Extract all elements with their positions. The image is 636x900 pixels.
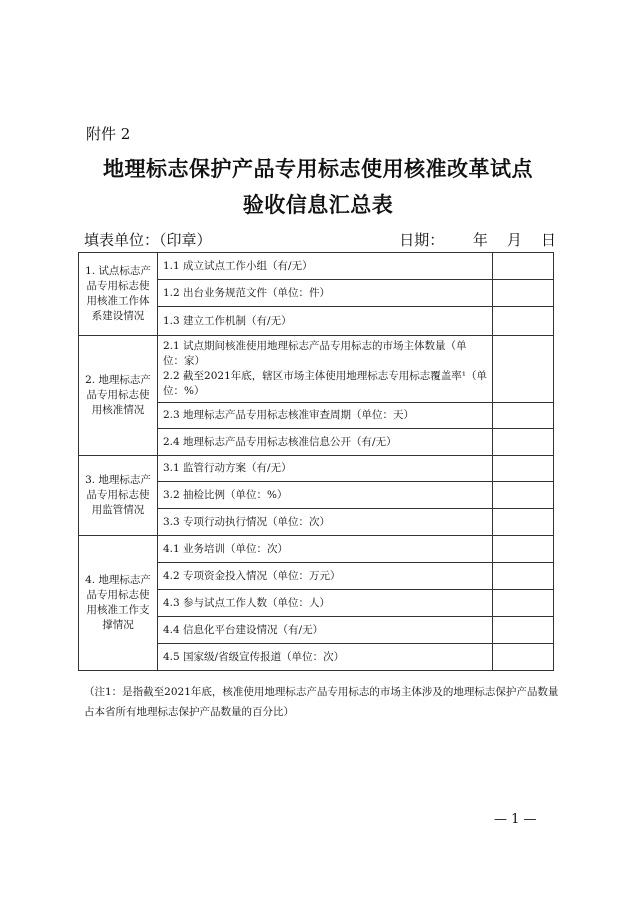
item-cell: 2.3 地理标志产品专用标志核准审查周期（单位：天） (158, 403, 493, 429)
value-cell[interactable] (493, 617, 554, 644)
category-cell: 4. 地理标志产品专用标志使用核准工作支撑情况 (79, 536, 158, 671)
value-cell[interactable] (493, 590, 554, 617)
item-cell: 2.4 地理标志产品专用标志核准信息公开（有/无） (158, 429, 493, 456)
item-cell: 4.1 业务培训（单位：次） (158, 536, 493, 563)
table-row (79, 253, 554, 280)
value-cell[interactable] (493, 509, 554, 536)
attachment-label: 附件 2 (86, 125, 131, 143)
value-cell[interactable] (493, 536, 554, 563)
document-title-line1: 地理标志保护产品专用标志使用核准改革试点 (103, 156, 533, 181)
table-row (79, 456, 554, 482)
value-cell[interactable] (493, 482, 554, 509)
item-cell: 4.2 专项资金投入情况（单位：万元） (158, 563, 493, 590)
item-cell: 1.3 建立工作机制（有/无） (158, 307, 493, 336)
value-cell[interactable] (493, 403, 554, 429)
table-footnote: （注1：是指截至2021年底，核准使用地理标志产品专用标志的市场主体涉及的地理标志保护产品数量占本省所有地理标志保护产品数量的百分比） (84, 686, 559, 718)
item-cell: 2.1 试点期间核准使用地理标志产品专用标志的市场主体数量（单位：家） 2.2 截至2021年底，辖区市场主体使用地理标志专用标志覆盖率¹（单位：%） (158, 336, 493, 403)
value-cell[interactable] (493, 429, 554, 456)
fill-info-row (84, 229, 556, 251)
value-cell[interactable] (493, 456, 554, 482)
table-row (79, 336, 554, 403)
fill-date-label: 日期： 年 月 日 (399, 231, 556, 249)
item-cell: 4.3 参与试点工作人数（单位：人） (158, 590, 493, 617)
item-cell: 3.2 抽检比例（单位：%） (158, 482, 493, 509)
value-cell[interactable] (493, 253, 554, 280)
value-cell[interactable] (493, 644, 554, 671)
item-cell: 4.5 国家级/省级宣传报道（单位：次） (158, 644, 493, 671)
category-cell: 2. 地理标志产品专用标志使用核准情况 (79, 336, 158, 456)
category-cell: 3. 地理标志产品专用标志使用监管情况 (79, 456, 158, 536)
value-cell[interactable] (493, 336, 554, 403)
table-row (79, 536, 554, 563)
item-cell: 4.4 信息化平台建设情况（有/无） (158, 617, 493, 644)
item-cell: 3.3 专项行动执行情况（单位：次） (158, 509, 493, 536)
summary-table (78, 252, 554, 671)
value-cell[interactable] (493, 307, 554, 336)
page-number: — 1 — (494, 812, 537, 827)
category-cell: 1. 试点标志产品专用标志使用核准工作体系建设情况 (79, 253, 158, 336)
fill-unit-label: 填表单位：（印章） (84, 231, 212, 249)
item-cell: 1.1 成立试点工作小组（有/无） (158, 253, 493, 280)
value-cell[interactable] (493, 280, 554, 307)
document-title-line2: 验收信息汇总表 (242, 192, 394, 217)
item-cell: 1.2 出台业务规范文件（单位：件） (158, 280, 493, 307)
value-cell[interactable] (493, 563, 554, 590)
item-cell: 3.1 监管行动方案（有/无） (158, 456, 493, 482)
